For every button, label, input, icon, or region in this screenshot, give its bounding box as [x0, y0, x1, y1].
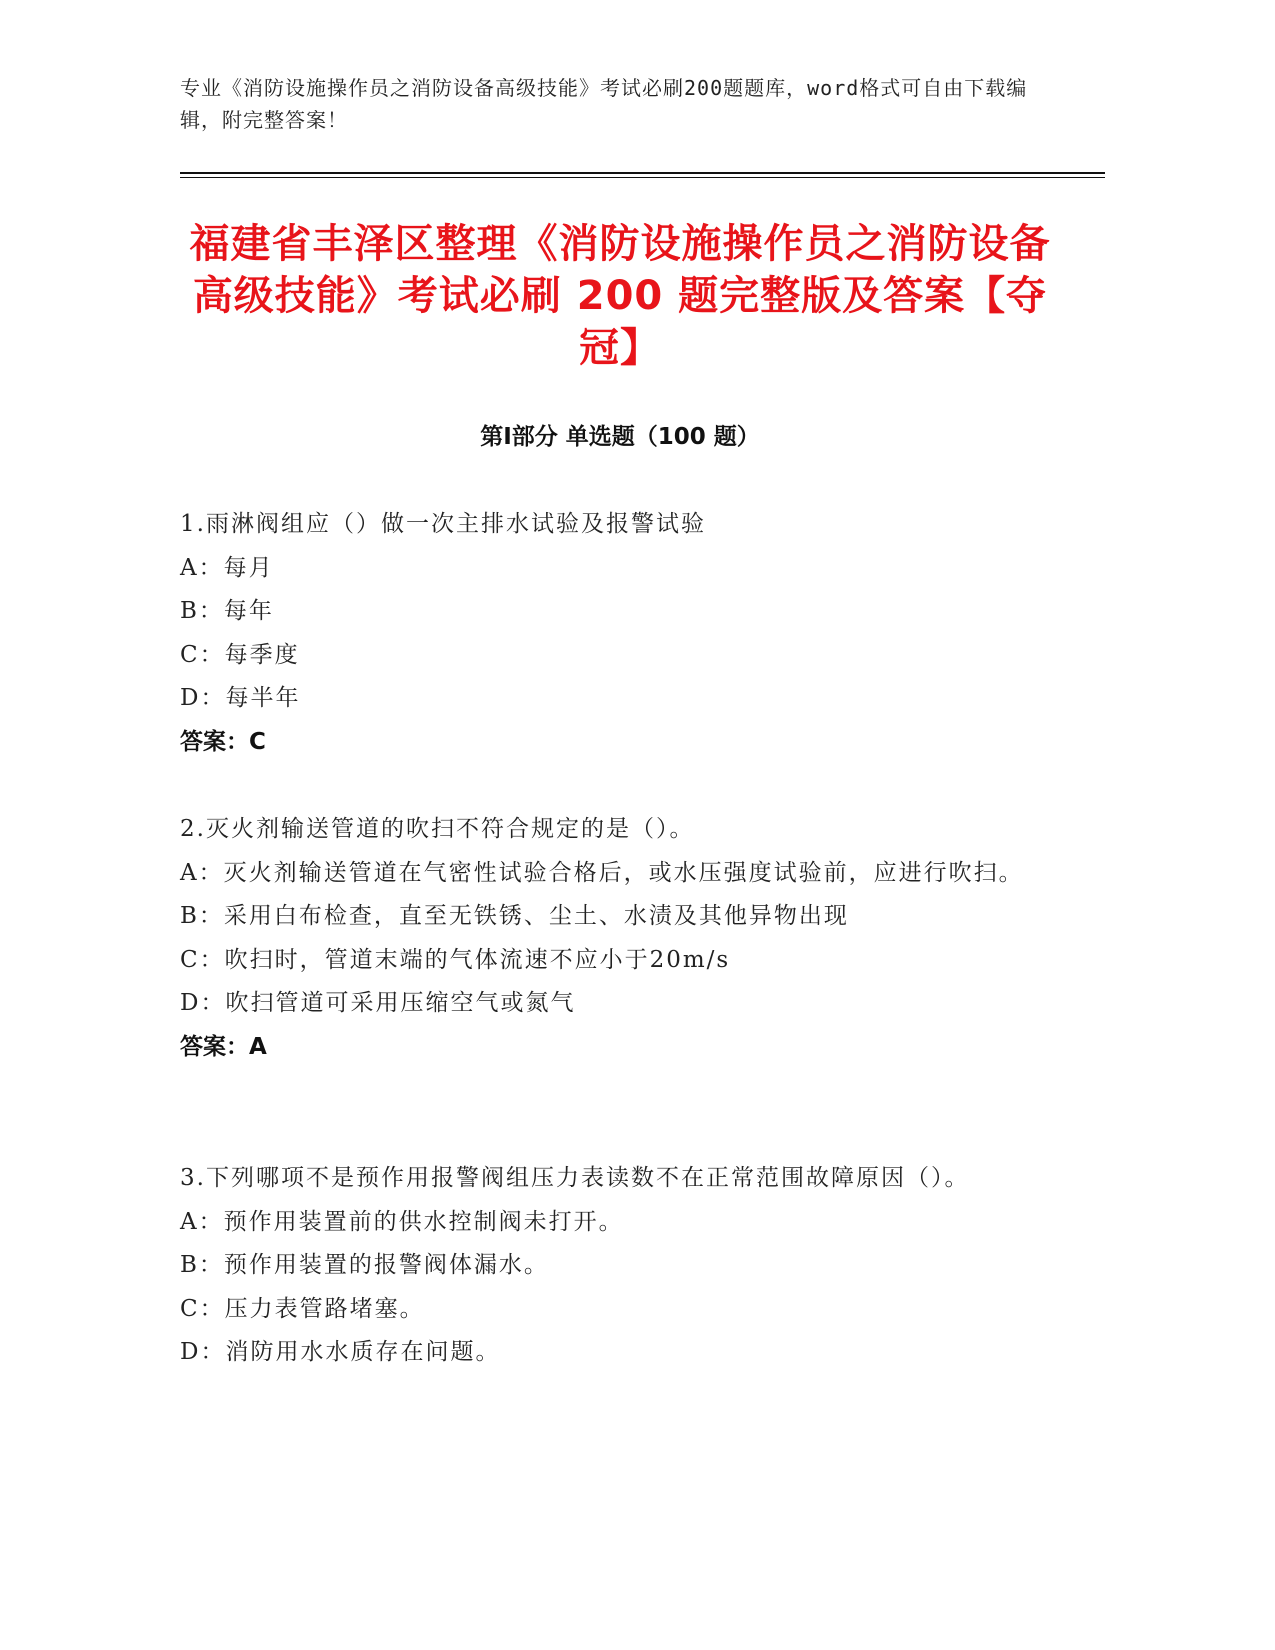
- section-heading: 第Ⅰ部分 单选题（100 题）: [480, 424, 760, 450]
- option-d: D：每半年: [180, 685, 301, 711]
- document-title: 福建省丰泽区整理《消防设施操作员之消防设备高级技能》考试必刷 200 题完整版及答案【夺冠】: [189, 221, 1051, 371]
- option-b: B：采用白布检查，直至无铁锈、尘土、水渍及其他异物出现: [180, 903, 849, 929]
- option-a: A：预作用装置前的供水控制阀未打开。: [180, 1208, 624, 1235]
- question-stem: 2.灭火剂输送管道的吹扫不符合规定的是（）。: [180, 816, 695, 842]
- header-divider-thin: [180, 177, 1105, 178]
- option-b: B：预作用装置的报警阀体漏水。: [180, 1252, 549, 1278]
- answer-line: 答案：C: [180, 728, 266, 755]
- question-2: [180, 808, 1040, 1069]
- answer-line: 答案：A: [180, 1033, 267, 1060]
- option-c: C：每季度: [180, 641, 300, 668]
- option-a: A：灭火剂输送管道在气密性试验合格后，或水压强度试验前，应进行吹扫。: [180, 859, 1024, 886]
- option-d: D：消防用水水质存在问题。: [180, 1339, 501, 1365]
- option-a: A：每月: [180, 554, 274, 581]
- question-stem: 1.雨淋阀组应（）做一次主排水试验及报警试验: [180, 511, 706, 537]
- header-divider-thick: [180, 172, 1105, 174]
- question-1: [180, 503, 1040, 764]
- option-c: C：吹扫时，管道末端的气体流速不应小于20m/s: [180, 946, 731, 973]
- option-c: C：压力表管路堵塞。: [180, 1295, 425, 1322]
- option-d: D：吹扫管道可采用压缩空气或氮气: [180, 990, 576, 1016]
- option-b: B：每年: [180, 598, 274, 624]
- question-stem: 3.下列哪项不是预作用报警阀组压力表读数不在正常范围故障原因（）。: [180, 1165, 970, 1191]
- header-note: 专业《消防设施操作员之消防设备高级技能》考试必刷200题题库，word格式可自由下载编辑，附完整答案！: [180, 76, 1028, 132]
- question-3: [180, 1157, 1040, 1375]
